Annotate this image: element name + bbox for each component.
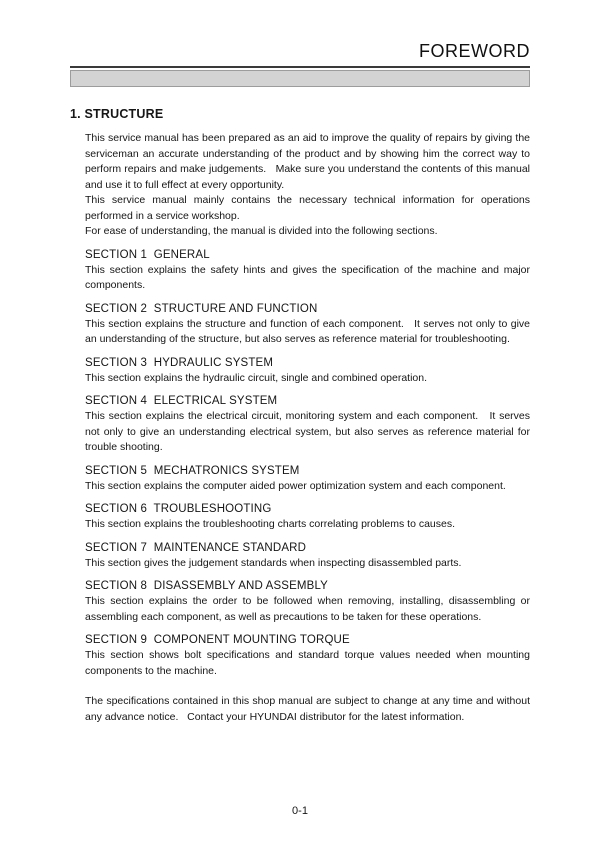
section-3-hydraulic-system [85, 357, 530, 387]
section-body: This section explains the structure and function of each component. It serves not only to give an understanding of the structure, but also serves as reference material for troubleshooting. [85, 317, 533, 345]
page-content [70, 107, 533, 725]
page-header [70, 40, 530, 68]
section-title: SECTION 2 STRUCTURE AND FUNCTION [85, 302, 318, 315]
section-body: This section explains the order to be followed when removing, installing, disassembling or assembling each component, as well as precautions to be taken for these operations. [85, 595, 533, 623]
intro-paragraph: This service manual has been prepared as an aid to improve the quality of repairs by giving the serviceman an accurate understanding of the product and by showing him the correct way to perform repairs and make judgements. Make sure you understand the contents of this manual and use it to full effect at every opportunity. [85, 132, 533, 191]
section-title: SECTION 6 TROUBLESHOOTING [85, 503, 272, 515]
section-1-general [85, 248, 533, 294]
header-gray-bar [70, 70, 530, 87]
section-4-electrical-system [85, 395, 533, 456]
section-title: SECTION 1 GENERAL [85, 248, 210, 261]
section-body: This section explains the hydraulic circuit, single and combined operation. [85, 371, 428, 384]
intro-paragraph: For ease of understanding, the manual is divided into the following sections. [85, 225, 438, 237]
section-8-disassembly-and-assembly [85, 580, 533, 625]
section-6-troubleshooting [85, 503, 530, 533]
section-body: This section explains the electrical circuit, monitoring system and each component. It serves not only to give an understanding electrical system, but also serves as reference material for trouble shooting. [85, 410, 533, 453]
section-5-mechatronics-system [85, 465, 530, 495]
intro-paragraph: This service manual mainly contains the necessary technical information for operations performed in a service workshop. [85, 194, 533, 222]
structure-heading: 1. STRUCTURE [70, 107, 164, 121]
page-number: 0-1 [292, 805, 308, 817]
section-body: This section gives the judgement standards when inspecting disassembled parts. [85, 556, 462, 569]
section-title: SECTION 4 ELECTRICAL SYSTEM [85, 395, 278, 407]
section-title: SECTION 9 COMPONENT MOUNTING TORQUE [85, 634, 350, 646]
section-body: This section shows bolt specifications and standard torque values needed when mounting components to the machine. [85, 649, 533, 677]
section-9-component-mounting-torque [85, 634, 533, 679]
section-title: SECTION 7 MAINTENANCE STANDARD [85, 541, 307, 554]
section-2-structure-and-function [85, 302, 533, 348]
section-body: This section explains the troubleshooting charts correlating problems to causes. [85, 518, 456, 530]
section-body: This section explains the computer aided power optimization system and each component. [85, 479, 506, 492]
section-title: SECTION 8 DISASSEMBLY AND ASSEMBLY [85, 580, 328, 592]
section-title: SECTION 5 MECHATRONICS SYSTEM [85, 464, 300, 477]
section-7-maintenance-standard [85, 542, 530, 572]
section-body: This section explains the safety hints and gives the specification of the machine and major components. [85, 263, 533, 291]
section-title: SECTION 3 HYDRAULIC SYSTEM [85, 356, 274, 369]
body-block [85, 131, 533, 725]
page-title: FOREWORD [419, 41, 530, 61]
closing-paragraph: The specifications contained in this shop manual are subject to change at any time and without any advance notice. Contact your HYUNDAI distributor for the latest information. [85, 695, 533, 723]
